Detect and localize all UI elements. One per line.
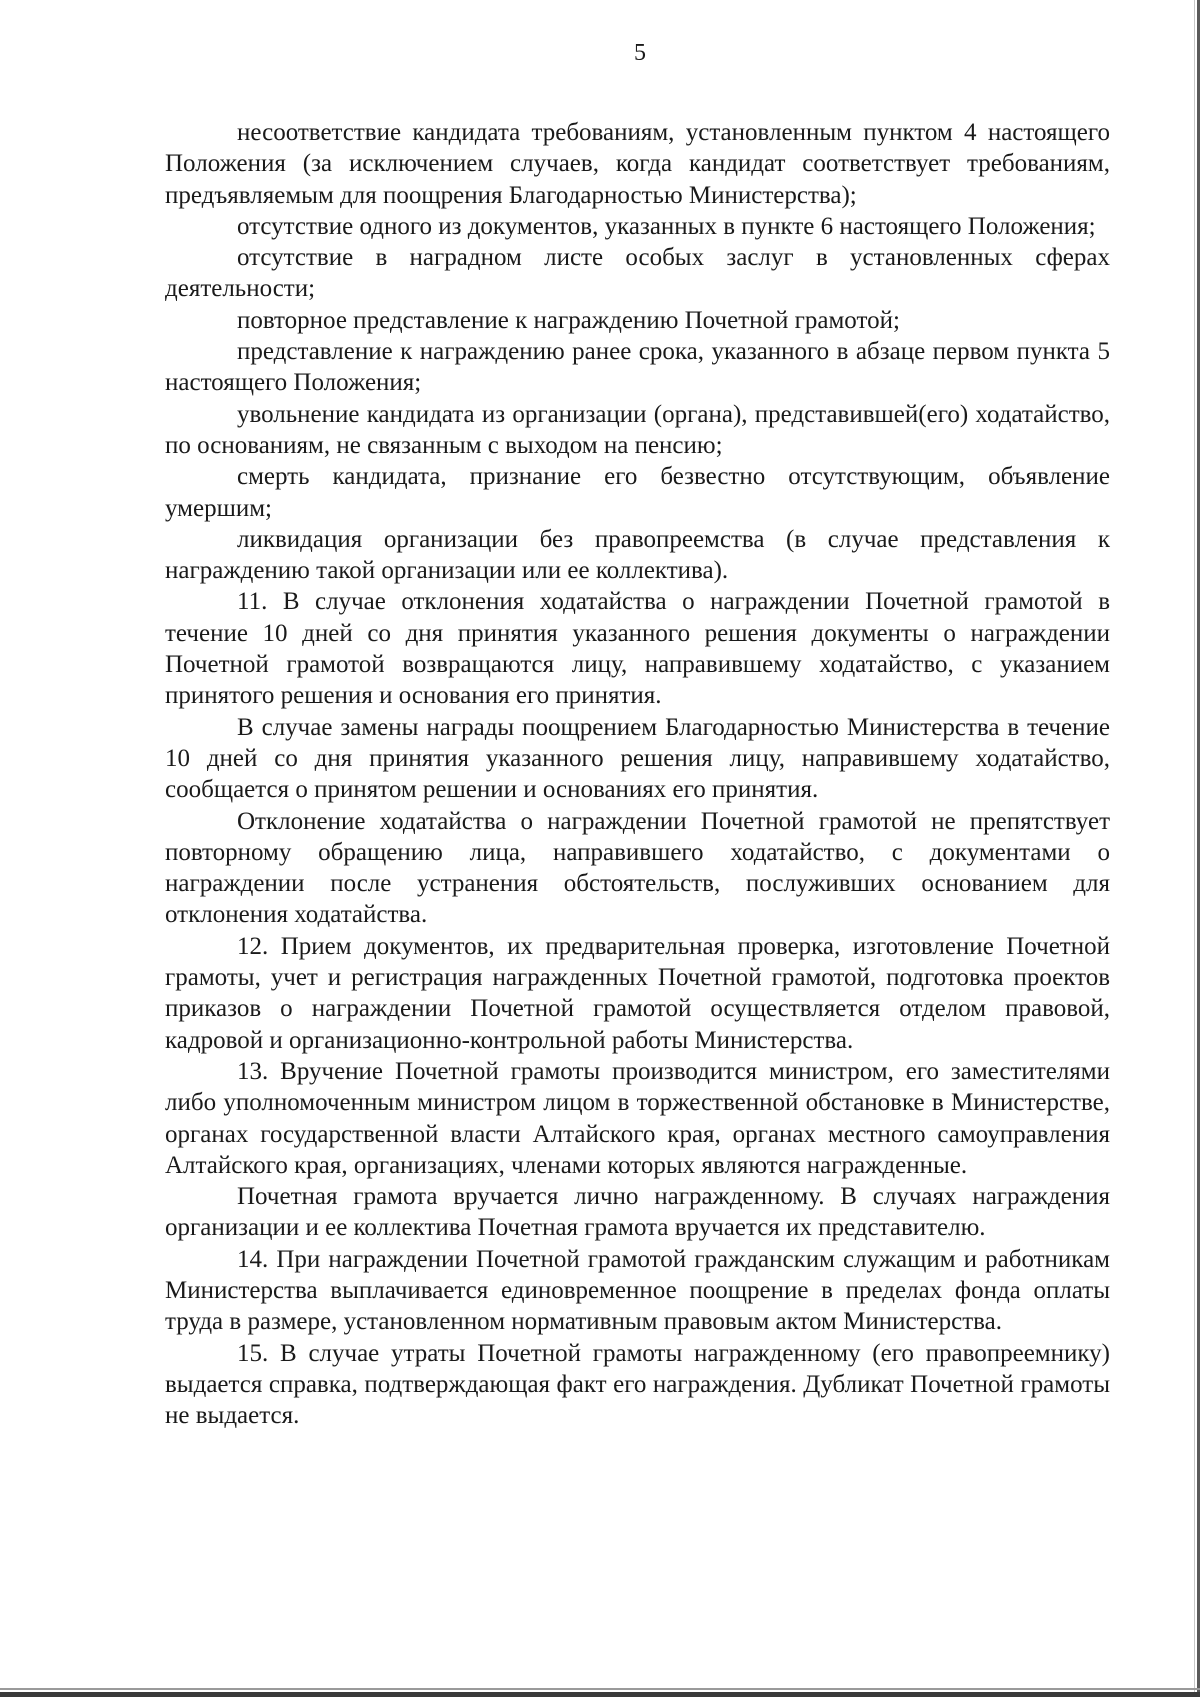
paragraph: увольнение кандидата из организации (органа), представившей(его) ходатайство, по основаниям, не связанным с выходом на пенсию; bbox=[165, 400, 1110, 459]
paragraph: представление к награждению ранее срока, указанного в абзаце первом пункта 5 настоящего Положения; bbox=[165, 338, 1110, 397]
paragraph: отсутствие в наградном листе особых заслуг в установленных сферах деятельности; bbox=[165, 244, 1110, 303]
paragraph-item-11: 11. В случае отклонения ходатайства о награждении Почетной грамотой в течение 10 дней со дня принятия указанного решения документы о награждении Почетной грамотой возвращаются лицу, направившему ходатайство, с указанием принятого решения и основания его принятия. bbox=[165, 588, 1110, 710]
paragraph: В случае замены награды поощрением Благодарностью Министерства в течение 10 дней со дня принятия указанного решения лицу, направившему ходатайство, сообщается о принятом решении и основаниях его принятия. bbox=[165, 713, 1110, 804]
scan-bottom-shadow bbox=[0, 1692, 1200, 1697]
paragraph-item-14: 14. При награждении Почетной грамотой гражданским служащим и работникам Министерства выплачивается единовременное поощрение в пределах фонда оплаты труда в размере, установленном нормативным правовым актом Министерства. bbox=[165, 1245, 1110, 1336]
paragraph: Отклонение ходатайства о награждении Почетной грамотой не препятствует повторному обращению лица, направившего ходатайство, с документами о награждении после устранения обстоятельств, послуживших основанием для отклонения ходатайства. bbox=[165, 807, 1110, 929]
scan-edge-line bbox=[1194, 0, 1195, 1697]
page-number: 5 bbox=[634, 40, 646, 66]
paragraph: смерть кандидата, признание его безвестно отсутствующим, объявление умершим; bbox=[165, 463, 1110, 522]
paragraph-item-15: 15. В случае утраты Почетной грамоты награжденному (его правопреемнику) выдается справка, подтверждающая факт его награждения. Дубликат Почетной грамоты не выдается. bbox=[165, 1339, 1110, 1430]
document-body bbox=[165, 117, 1110, 1431]
paragraph: ликвидация организации без правопреемства (в случае представления к награждению такой организации или ее коллектива). bbox=[165, 525, 1110, 585]
paragraph: отсутствие одного из документов, указанных в пункте 6 настоящего Положения; bbox=[237, 212, 1096, 240]
paragraph: несоответствие кандидата требованиям, установленным пунктом 4 настоящего Положения (за исключением случаев, когда кандидат соответствует требованиям, предъявляемым для поощрения Благодарностью Министерства); bbox=[165, 119, 1110, 209]
paragraph: повторное представление к награждению Почетной грамотой; bbox=[237, 306, 900, 334]
paragraph: Почетная грамота вручается лично награжденному. В случаях награждения организации и ее коллектива Почетная грамота вручается их представителю. bbox=[165, 1183, 1110, 1242]
scan-bottom-line bbox=[0, 1688, 1200, 1690]
paragraph-item-12: 12. Прием документов, их предварительная проверка, изготовление Почетной грамоты, учет и регистрация награжденных Почетной грамотой, подготовка проектов приказов о награждении Почетной грамотой осуществляется отделом правовой, кадровой и организационно-контрольной работы Министерства. bbox=[165, 932, 1110, 1054]
paragraph-item-13: 13. Вручение Почетной грамоты производится министром, его заместителями либо уполномоченным министром лицом в торжественной обстановке в Министерстве, органах государственной власти Алтайского края, органах местного самоуправления Алтайского края, организациях, членами которых являются награжденные. bbox=[165, 1057, 1110, 1179]
